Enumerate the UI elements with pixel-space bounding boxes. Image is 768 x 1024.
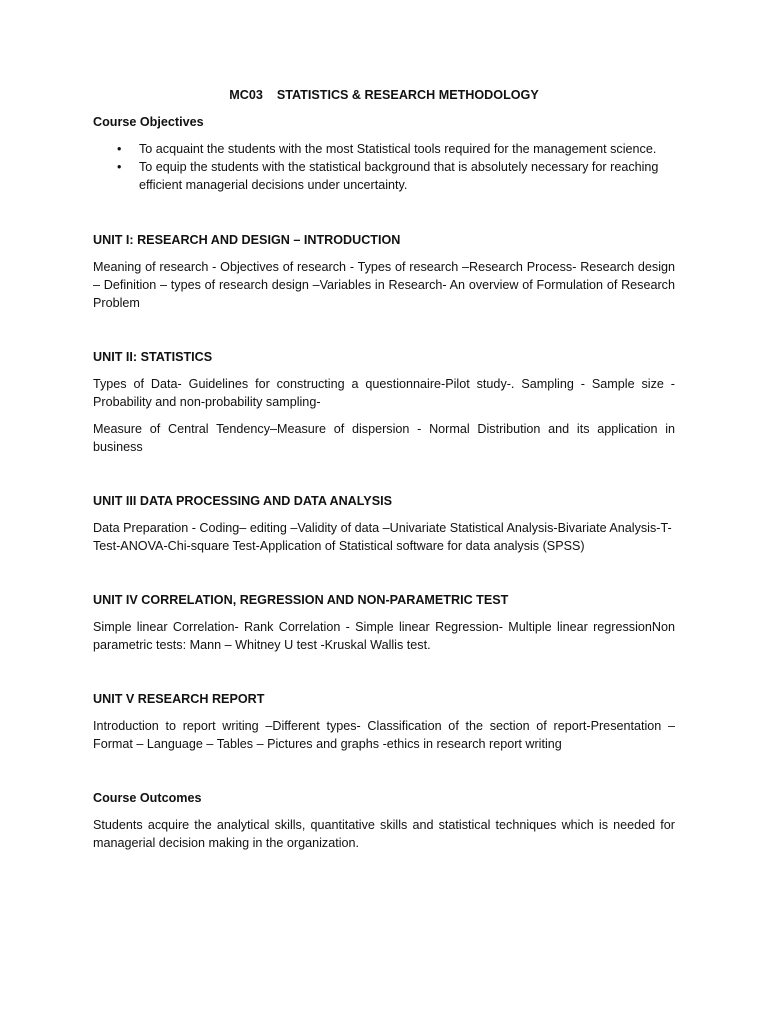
- unit-1-paragraph: Meaning of research - Objectives of research - Types of research –Research Process- Research design – Definition – types of research design –Variables in Research- An overview of Formulation of Research Problem: [93, 260, 675, 310]
- unit-2-section: [93, 348, 675, 456]
- objectives-list: [93, 140, 675, 194]
- course-outcomes-section: [93, 789, 675, 852]
- unit-3-heading: UNIT III DATA PROCESSING AND DATA ANALYSIS: [93, 494, 392, 508]
- objective-text: To acquaint the students with the most Statistical tools required for the management science.: [139, 142, 657, 156]
- unit-5-section: [93, 690, 675, 753]
- unit-2-paragraph-2: Measure of Central Tendency–Measure of dispersion - Normal Distribution and its application in business: [93, 422, 675, 454]
- document-title: MC03 STATISTICS & RESEARCH METHODOLOGY: [229, 88, 539, 102]
- course-objectives-heading: Course Objectives: [93, 115, 204, 129]
- unit-4-heading: UNIT IV CORRELATION, REGRESSION AND NON-PARAMETRIC TEST: [93, 593, 509, 607]
- bullet-icon: •: [117, 142, 122, 156]
- objective-item: [93, 158, 675, 194]
- objective-text: To equip the students with the statistical background that is absolutely necessary for reaching efficient managerial decisions under uncertainty.: [139, 160, 659, 192]
- course-objectives-section: [93, 113, 675, 194]
- unit-4-paragraph: Simple linear Correlation- Rank Correlation - Simple linear Regression- Multiple linear regressionNon parametric tests: Mann – Whitney U test -Kruskal Wallis test.: [93, 620, 675, 652]
- unit-5-heading: UNIT V RESEARCH REPORT: [93, 692, 265, 706]
- unit-3-paragraph: Data Preparation - Coding– editing –Validity of data –Univariate Statistical Analysis-Bivariate Analysis-T-Test-ANOVA-Chi-square Test-Application of Statistical software for data analysis (SPSS): [93, 521, 672, 553]
- unit-4-section: [93, 591, 675, 654]
- bullet-icon: •: [117, 160, 122, 174]
- unit-2-paragraph-1: Types of Data- Guidelines for constructing a questionnaire-Pilot study-. Sampling - Sample size - Probability and non-probability sampling-: [93, 377, 675, 409]
- unit-1-section: [93, 231, 675, 312]
- unit-5-paragraph: Introduction to report writing –Different types- Classification of the section of report-Presentation – Format – Language – Tables – Pictures and graphs -ethics in research report writing: [93, 719, 675, 751]
- course-outcomes-heading: Course Outcomes: [93, 791, 202, 805]
- objective-item: [93, 140, 675, 158]
- unit-2-heading: UNIT II: STATISTICS: [93, 350, 213, 364]
- unit-3-section: [93, 492, 675, 555]
- unit-1-heading: UNIT I: RESEARCH AND DESIGN – INTRODUCTION: [93, 233, 401, 247]
- course-outcomes-paragraph: Students acquire the analytical skills, quantitative skills and statistical techniques which is needed for managerial decision making in the organization.: [93, 818, 675, 850]
- document-body: [93, 86, 675, 852]
